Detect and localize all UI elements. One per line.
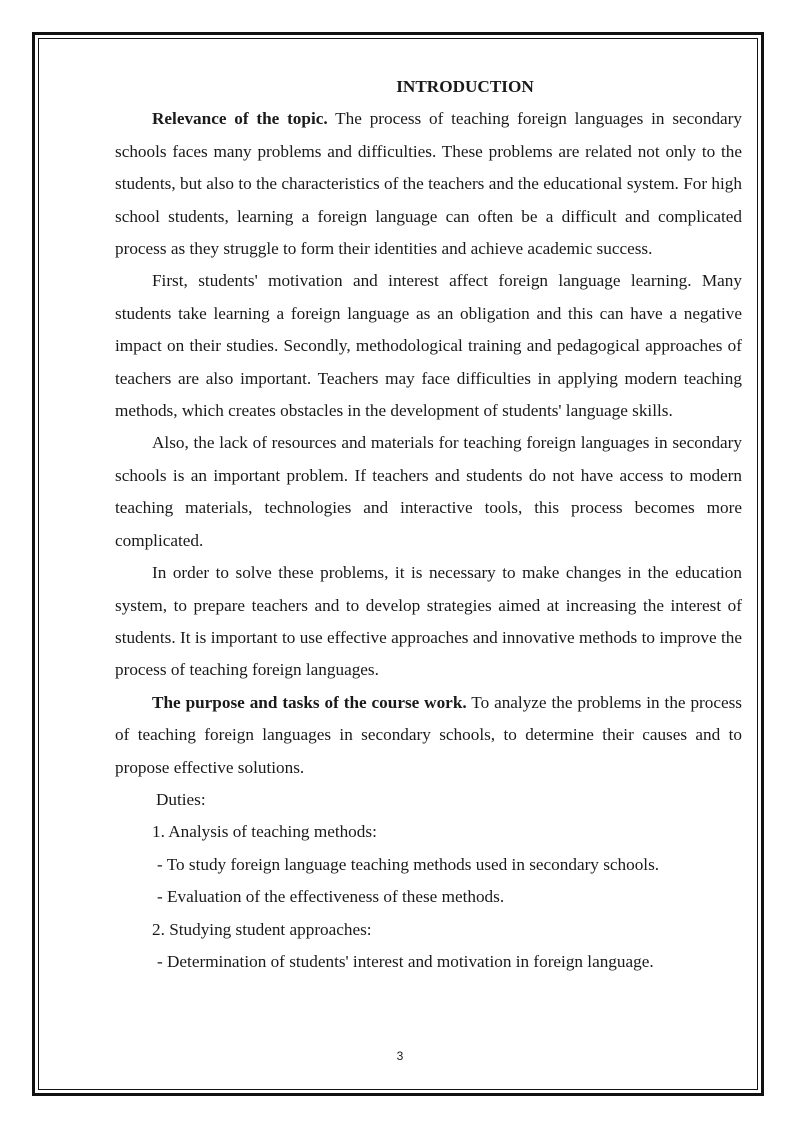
duty-item: 1. Analysis of teaching methods: xyxy=(152,822,377,842)
duty-item: 2. Studying student approaches: xyxy=(152,919,372,939)
body-paragraph-solutions: In order to solve these problems, it is necessary to make changes in the education system, to prepare teachers and to develop strategies aimed at increasing the interest of students. It is important to use effective approaches and innovative methods to improve the process of teaching foreign languages. xyxy=(115,563,742,680)
relevance-lead: Relevance of the topic. xyxy=(152,109,328,129)
body-paragraph-motivation: First, students' motivation and interest affect foreign language learning. Many students take learning a foreign language as an obligation and this can have a negative impact on their studies. Secondly, methodological training and pedagogical approaches of teachers are also important. Teachers may face difficulties in applying modern teaching methods, which creates obstacles in the development of students' language skills. xyxy=(115,271,742,421)
section-title: INTRODUCTION xyxy=(396,77,534,96)
purpose-lead: The purpose and tasks of the course work. xyxy=(152,692,467,712)
duties-heading: Duties: xyxy=(156,789,206,809)
duty-item: - Determination of students' interest and motivation in foreign language. xyxy=(157,951,654,971)
body-paragraph-resources: Also, the lack of resources and materials for teaching foreign languages in secondary schools is an important problem. If teachers and students do not have access to modern teaching materials, technologies and interactive tools, this process becomes more complicated. xyxy=(115,433,742,550)
document-body xyxy=(115,71,742,978)
purpose-paragraph xyxy=(115,687,742,784)
relevance-text: The process of teaching foreign languages in secondary schools faces many problems and difficulties. These problems are related not only to the students, but also to the characteristics of the teachers and the educational system. For high school students, learning a foreign language can often be a difficult and complicated process as they struggle to form their identities and achieve academic success. xyxy=(115,109,742,259)
duty-item: - To study foreign language teaching methods used in secondary schools. xyxy=(157,854,660,874)
page-number: 3 xyxy=(396,1049,404,1063)
relevance-paragraph xyxy=(115,103,742,265)
duty-item: - Evaluation of the effectiveness of these methods. xyxy=(157,887,505,907)
purpose-text: To analyze the problems in the process of teaching foreign languages in secondary schools, to determine their causes and to propose effective solutions. xyxy=(115,692,742,777)
